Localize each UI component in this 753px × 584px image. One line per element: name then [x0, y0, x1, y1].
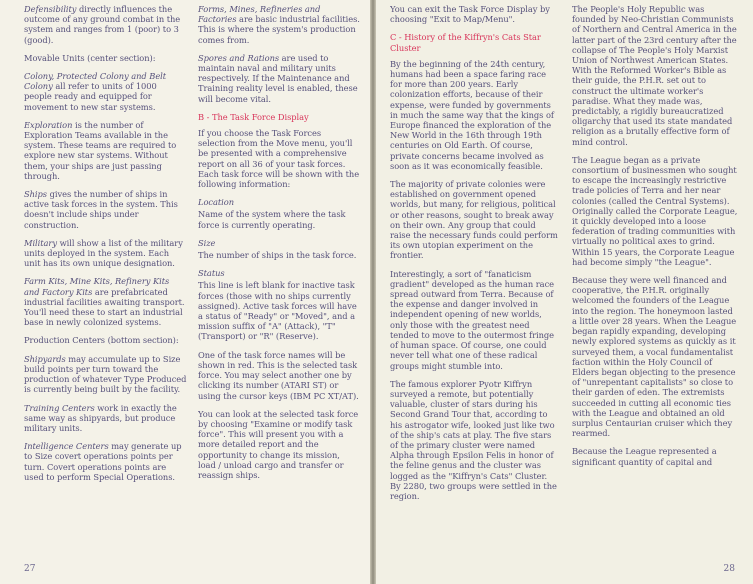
paragraph: [24, 120, 187, 181]
page-number-left: 27: [24, 564, 36, 574]
paragraph: [198, 209, 360, 229]
right-page-column-2: [572, 4, 740, 560]
paragraph-text: will show a list of the military units deployed in the system. Each unit has its own unique designation.: [24, 237, 183, 269]
paragraph-text: may accumulate up to Size build points per turn toward the production of whatever Type Produced is currently being built by the facility.: [24, 353, 187, 395]
field-label: Location: [198, 197, 235, 208]
glossary-term: Ships: [24, 189, 47, 200]
paragraph-text: The number of ships in the task force.: [198, 250, 357, 261]
paragraph-text: is the number of Exploration Teams available in the system. These teams are required to explore new star systems. Without them, your ships are just passing through.: [24, 119, 177, 181]
paragraph-text: This line is left blank for inactive task forces (those with no ships currently assigned). Active task forces will have a status of "Ready" or "Moved", and a mission suffix of "A" (Attack), "T" (Transport) or "R" (Reserve).: [198, 280, 357, 342]
paragraph: [24, 276, 187, 327]
paragraph: [24, 335, 187, 345]
paragraph-text: are basic industrial facilities. This is where the system's production comes from.: [198, 14, 360, 45]
glossary-term: Shipyards: [24, 353, 66, 364]
right-page-column-1: [390, 4, 558, 560]
paragraph: [572, 275, 740, 438]
paragraph-text: directly influences the outcome of any ground combat in the system and ranges from 1 (poor) to 3 (good).: [24, 4, 181, 45]
paragraph: [390, 59, 558, 171]
paragraph-text: You can exit the Task Force Display by choosing "Exit to Map/Menu".: [390, 4, 550, 25]
paragraph: [390, 379, 558, 501]
glossary-term: Intelligence Centers: [24, 441, 109, 452]
paragraph: [24, 441, 187, 482]
field-label: Status: [198, 268, 225, 279]
paragraph-text: The majority of private colonies were established on government opened worlds, but many, for religious, political or other reasons, sought to break away on their own. Any group that could raise the necessary funds could perform its own utopian experiment on the frontier.: [390, 179, 558, 261]
section-heading: C - History of the Kiffryn's Cats Star Cluster: [390, 32, 541, 53]
paragraph-text: Movable Units (center section):: [24, 52, 156, 63]
paragraph-text: You can look at the selected task force by choosing "Examine or modify task force". This will present you with a more detailed report and the opportunity to change its mission, load / unload cargo and transfer or reassign ships.: [198, 408, 359, 480]
paragraph-text: may generate up to Size covert operations points per turn. Covert operations points are used to perform Special Operations.: [24, 441, 182, 482]
paragraph-text: all refer to units of 1000 people ready and equipped for movement to new star systems.: [24, 81, 157, 112]
paragraph: [198, 53, 360, 104]
paragraph-text: The League began as a private consortium of businessmen who sought to escape the increasingly restrictive trade policies of Terra and her near colonies (called the Central Systems). Originally called the Corporate League, it quickly developed into a loose federation of trading communities with virtually no political axes to grind. Within 15 years, the Corporate League had become simply "the League".: [572, 154, 738, 267]
glossary-term: Forms, Mines, Refineries and Factories: [198, 4, 321, 25]
paragraph: [390, 4, 558, 24]
paragraph: [572, 4, 740, 147]
glossary-term: Training Centers: [24, 402, 95, 413]
paragraph: [198, 350, 360, 401]
paragraph: [198, 280, 360, 341]
paragraph: [24, 238, 187, 269]
paragraph-text: are used to maintain naval and military units respectively. If the Maintenance and Training reality level is enabled, these will become vital.: [198, 52, 358, 104]
paragraph-text: The famous explorer Pyotr Kiffryn surveyed a remote, but potentially valuable, cluster of stars during his Second Grand Tour that, according to his astrogator wife, looked just like two of the ship's cats at play. The five stars of the primary cluster were named Alpha through Epsilon Felis in honor of the feline genus and the cluster was logged as the "Kiffryn's Cats" Cluster. By 2280, two groups were settled in the region.: [390, 378, 557, 501]
paragraph: [198, 250, 360, 260]
glossary-term: Farm Kits, Mine Kits, Refinery Kits and Factory Kits: [24, 276, 170, 297]
paragraph-text: The People's Holy Republic was founded by Neo-Christian Communists of Northern and Central America in the latter part of the 23rd century after the collapse of The People's Holy Marxist Union of Northwest American States. With the Reformed Worker's Bible as their guide, the P.H.R. set out to construct the ultimate worker's paradise. What they made was, predictably, a rigidly bureaucratized oligarchy that used its state mandated religion as a brutally effective form of mind control.: [572, 4, 737, 147]
paragraph: [390, 269, 558, 371]
paragraph-text: If you choose the Task Forces selection from the Move menu, you'll be presented with a comprehensive report on all 36 of your task forces. Each task force will be shown with the following information:: [198, 128, 360, 190]
right-page: [376, 0, 753, 584]
paragraph-text: Because the League represented a significant quantity of capital and: [572, 446, 717, 467]
glossary-term: Colony, Protected Colony and Belt Colony: [24, 71, 167, 92]
paragraph-text: are prefabricated industrial facilities awaiting transport. You'll need these to start an industrial base in newly colonized systems.: [24, 286, 185, 328]
paragraph: [24, 189, 187, 230]
paragraph-text: work in exactly the same way as shipyards, but produce military units.: [24, 402, 177, 433]
paragraph: [198, 4, 360, 45]
paragraph: [24, 354, 187, 395]
paragraph: [198, 128, 360, 189]
section-heading: B - The Task Force Display: [198, 111, 309, 122]
glossary-term: Exploration: [24, 119, 73, 130]
paragraph: [24, 403, 187, 434]
paragraph: [24, 71, 187, 112]
page-number-right: 28: [723, 564, 735, 574]
glossary-term: Spores and Rations: [198, 52, 280, 63]
paragraph-text: One of the task force names will be shown in red. This is the selected task force. You may select another one by clicking its number (ATARI ST) or using the cursor keys (IBM PC XT/AT).: [198, 349, 359, 401]
paragraph-text: By the beginning of the 24th century, humans had been a space faring race for more than 200 years. Early colonization efforts, because of their expense, were funded by governments in much the same way that the kings of Europe financed the exploration of the New World in the 16th through 19th centuries on Old Earth. Of course, private concerns became involved as soon as it was economically feasible.: [390, 58, 554, 171]
left-page-column-1: [24, 4, 187, 560]
glossary-term: Military: [24, 237, 57, 248]
left-page: [0, 0, 370, 584]
paragraph: [390, 179, 558, 261]
paragraph: [24, 4, 187, 45]
field-label: Size: [198, 237, 216, 248]
paragraph-text: Because they were well financed and cooperative, the P.H.R. originally welcomed the founders of the League into the region. The honeymoon lasted a little over 28 years. When the League began rapidly expanding, developing newly explored systems as quickly as it surveyed them, a vocal fundamentalist faction within the Holy Council of Elders began objecting to the presence of "unrepentant capitalists" so close to their garden of eden. The extremists succeeded in cutting all economic ties with the League and obtained an old surplus Centaurian cruiser which they rearmed.: [572, 275, 737, 439]
glossary-term: Defensibility: [24, 4, 77, 14]
paragraph: [572, 155, 740, 267]
paragraph-text: Production Centers (bottom section):: [24, 335, 179, 346]
paragraph-text: Name of the system where the task force is currently operating.: [198, 209, 346, 230]
paragraph-text: gives the number of ships in active task forces in the system. This doesn't include ships under construction.: [24, 189, 178, 230]
paragraph: [24, 53, 187, 63]
paragraph: [198, 409, 360, 480]
paragraph-text: Interestingly, a sort of "fanaticism gradient" developed as the human race spread outward from Terra. Because of the expense and danger involved in independent opening of new worlds, only those with the greatest need tended to move to the outermost fringe of human space. Of course, one could never tell what one of these radical groups might stumble into.: [390, 268, 555, 371]
paragraph: [572, 446, 740, 466]
left-page-column-2: [198, 4, 360, 560]
